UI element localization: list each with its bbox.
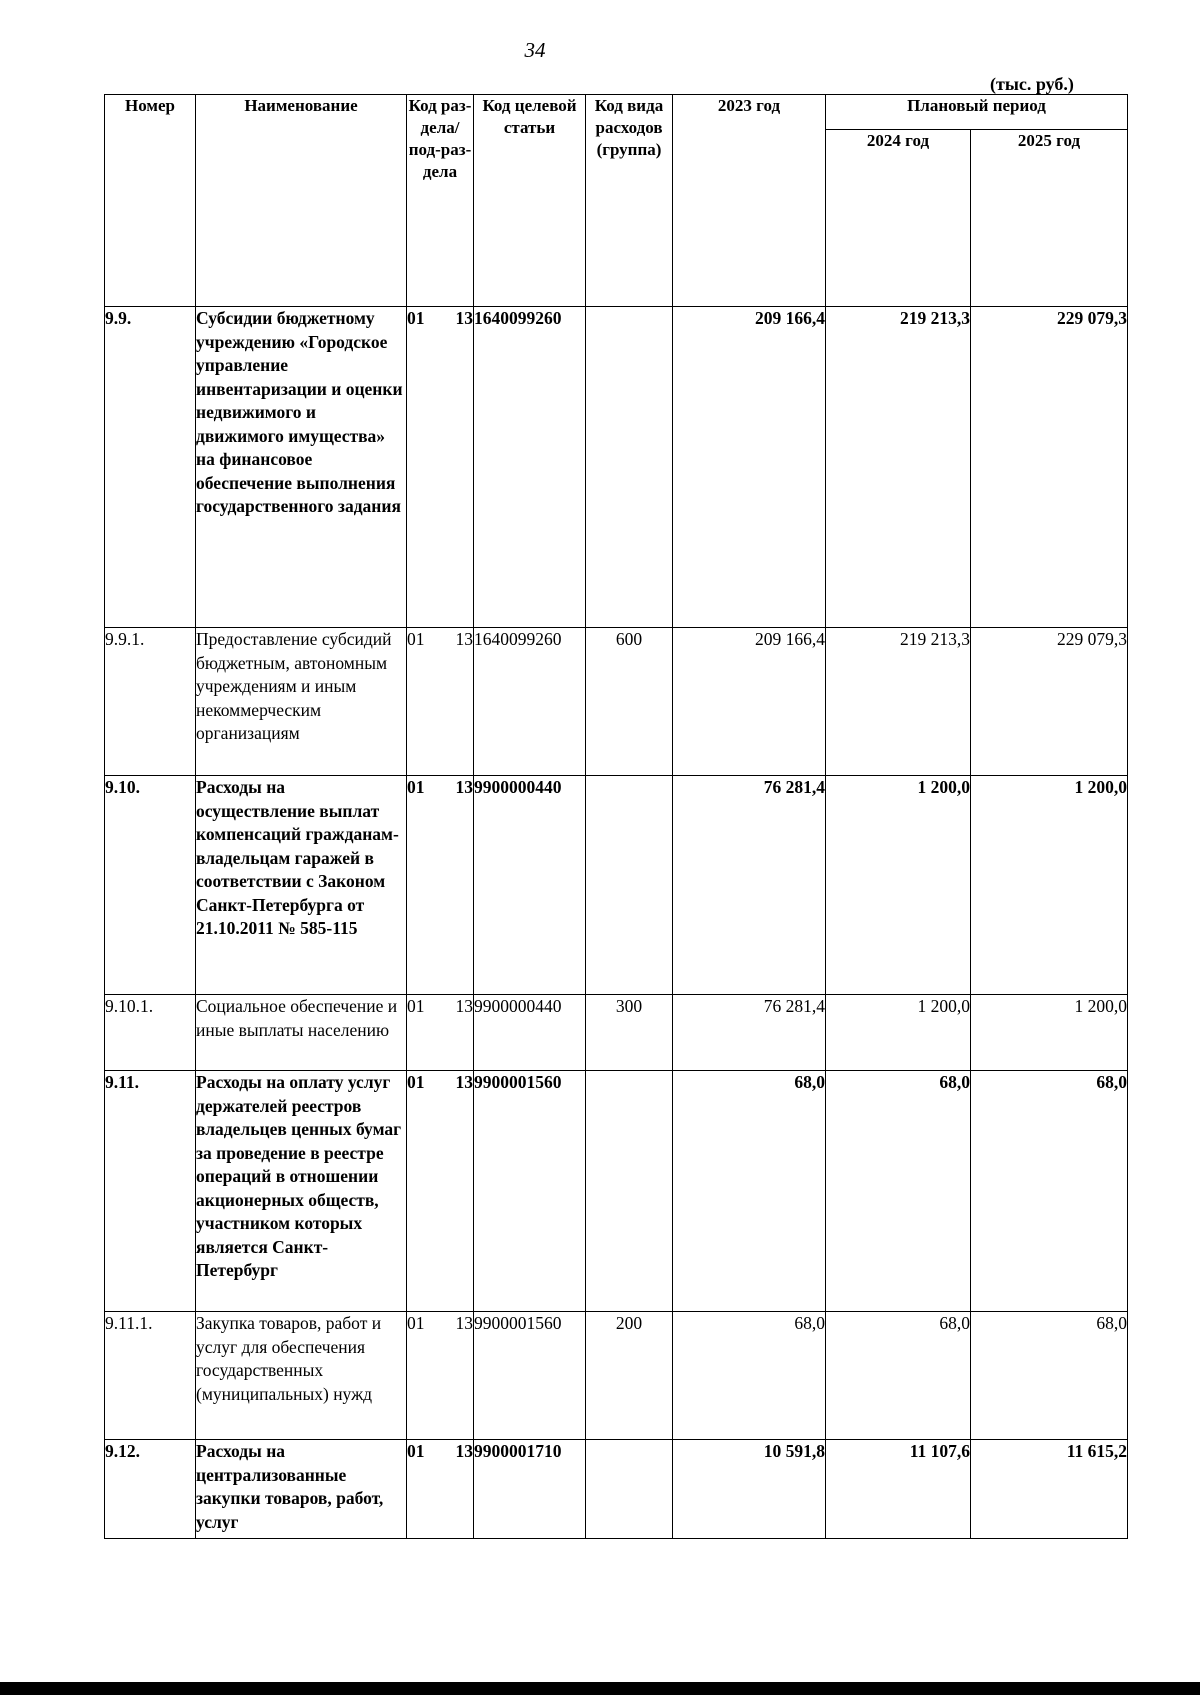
row-subsection: 13 — [455, 996, 473, 1016]
table-row — [105, 1312, 1128, 1440]
row-target-code: 9900001560 — [474, 1071, 586, 1312]
row-subsection: 13 — [455, 1313, 473, 1333]
row-amount-2024: 68,0 — [826, 1071, 971, 1312]
scan-border — [0, 1682, 1200, 1695]
row-name: Социальное обеспечение и иные выплаты населению — [196, 995, 407, 1071]
row-number: 9.9.1. — [105, 628, 196, 776]
row-expense-code: 200 — [586, 1312, 673, 1440]
row-amount-2025: 229 079,3 — [971, 628, 1128, 776]
row-amount-2024: 1 200,0 — [826, 776, 971, 995]
row-target-code: 1640099260 — [474, 628, 586, 776]
row-section: 01 — [407, 1313, 425, 1333]
row-subsection: 13 — [455, 777, 473, 797]
row-number: 9.10. — [105, 776, 196, 995]
table-row — [105, 776, 1128, 995]
page-number: 34 — [524, 38, 546, 62]
row-name: Расходы на оплату услуг держателей реестров владельцев ценных бумаг за проведение в реестре операций в отношении акционерных обществ, участником которых является Санкт-Петербург — [196, 1071, 407, 1312]
row-subsection: 13 — [455, 308, 473, 328]
row-section-code — [407, 628, 474, 776]
row-section-code — [407, 1312, 474, 1440]
row-amount-2025: 229 079,3 — [971, 307, 1128, 628]
header-section-code-text: Код раз-дела/ под-раз-дела — [408, 96, 472, 181]
row-amount-2023: 209 166,4 — [673, 628, 826, 776]
row-amount-2023: 68,0 — [673, 1312, 826, 1440]
row-name: Расходы на централизованные закупки товаров, работ, услуг — [196, 1440, 407, 1539]
table-row — [105, 1440, 1128, 1539]
row-section-code — [407, 776, 474, 995]
header-expense-code: Код вида расходов (группа) — [586, 95, 673, 307]
row-number: 9.12. — [105, 1440, 196, 1539]
row-section-code — [407, 307, 474, 628]
row-subsection: 13 — [455, 1441, 473, 1461]
row-number: 9.11. — [105, 1071, 196, 1312]
row-name: Закупка товаров, работ и услуг для обеспечения государственных (муниципальных) нужд — [196, 1312, 407, 1440]
row-expense-code — [586, 307, 673, 628]
row-expense-code: 300 — [586, 995, 673, 1071]
header-2024: 2024 год — [826, 130, 971, 307]
row-amount-2023: 10 591,8 — [673, 1440, 826, 1539]
header-section-code — [407, 95, 474, 307]
row-amount-2023: 76 281,4 — [673, 995, 826, 1071]
row-expense-code — [586, 776, 673, 995]
row-amount-2024: 68,0 — [826, 1312, 971, 1440]
row-section: 01 — [407, 1072, 425, 1092]
row-subsection: 13 — [455, 629, 473, 649]
table-body — [105, 307, 1128, 1539]
row-expense-code — [586, 1071, 673, 1312]
units-label: (тыс. руб.) — [990, 74, 1074, 94]
table-row — [105, 1071, 1128, 1312]
row-subsection: 13 — [455, 1072, 473, 1092]
row-section: 01 — [407, 1441, 425, 1461]
row-amount-2025: 1 200,0 — [971, 995, 1128, 1071]
row-amount-2025: 68,0 — [971, 1312, 1128, 1440]
row-section: 01 — [407, 308, 425, 328]
row-amount-2024: 11 107,6 — [826, 1440, 971, 1539]
header-number: Номер — [105, 95, 196, 307]
row-target-code: 9900000440 — [474, 995, 586, 1071]
row-amount-2023: 76 281,4 — [673, 776, 826, 995]
table-row — [105, 307, 1128, 628]
header-name: Наименование — [196, 95, 407, 307]
row-amount-2024: 219 213,3 — [826, 307, 971, 628]
row-target-code: 9900001710 — [474, 1440, 586, 1539]
row-section: 01 — [407, 629, 425, 649]
row-expense-code — [586, 1440, 673, 1539]
row-section-code — [407, 1440, 474, 1539]
row-name: Расходы на осуществление выплат компенсаций гражданам-владельцам гаражей в соответствии с Законом Санкт-Петербурга от 21.10.2011 № 585-115 — [196, 776, 407, 995]
row-amount-2023: 68,0 — [673, 1071, 826, 1312]
budget-table — [104, 94, 1128, 1539]
row-section: 01 — [407, 996, 425, 1016]
row-amount-2024: 1 200,0 — [826, 995, 971, 1071]
row-section: 01 — [407, 777, 425, 797]
table-header — [105, 95, 1128, 307]
row-target-code: 9900000440 — [474, 776, 586, 995]
table-row — [105, 995, 1128, 1071]
header-target-code: Код целевой статьи — [474, 95, 586, 307]
row-number: 9.9. — [105, 307, 196, 628]
row-expense-code: 600 — [586, 628, 673, 776]
header-2023: 2023 год — [673, 95, 826, 307]
row-amount-2023: 209 166,4 — [673, 307, 826, 628]
header-plan-period: Плановый период — [826, 95, 1128, 130]
row-number: 9.10.1. — [105, 995, 196, 1071]
row-name: Субсидии бюджетному учреждению «Городское управление инвентаризации и оценки недвижимого и движимого имущества» на финансовое обеспечение выполнения государственного задания — [196, 307, 407, 628]
row-amount-2025: 11 615,2 — [971, 1440, 1128, 1539]
row-amount-2024: 219 213,3 — [826, 628, 971, 776]
row-target-code: 9900001560 — [474, 1312, 586, 1440]
row-name: Предоставление субсидий бюджетным, автономным учреждениям и иным некоммерческим организациям — [196, 628, 407, 776]
row-number: 9.11.1. — [105, 1312, 196, 1440]
row-amount-2025: 1 200,0 — [971, 776, 1128, 995]
row-amount-2025: 68,0 — [971, 1071, 1128, 1312]
row-section-code — [407, 1071, 474, 1312]
row-target-code: 1640099260 — [474, 307, 586, 628]
header-2025: 2025 год — [971, 130, 1128, 307]
row-section-code — [407, 995, 474, 1071]
table-row — [105, 628, 1128, 776]
